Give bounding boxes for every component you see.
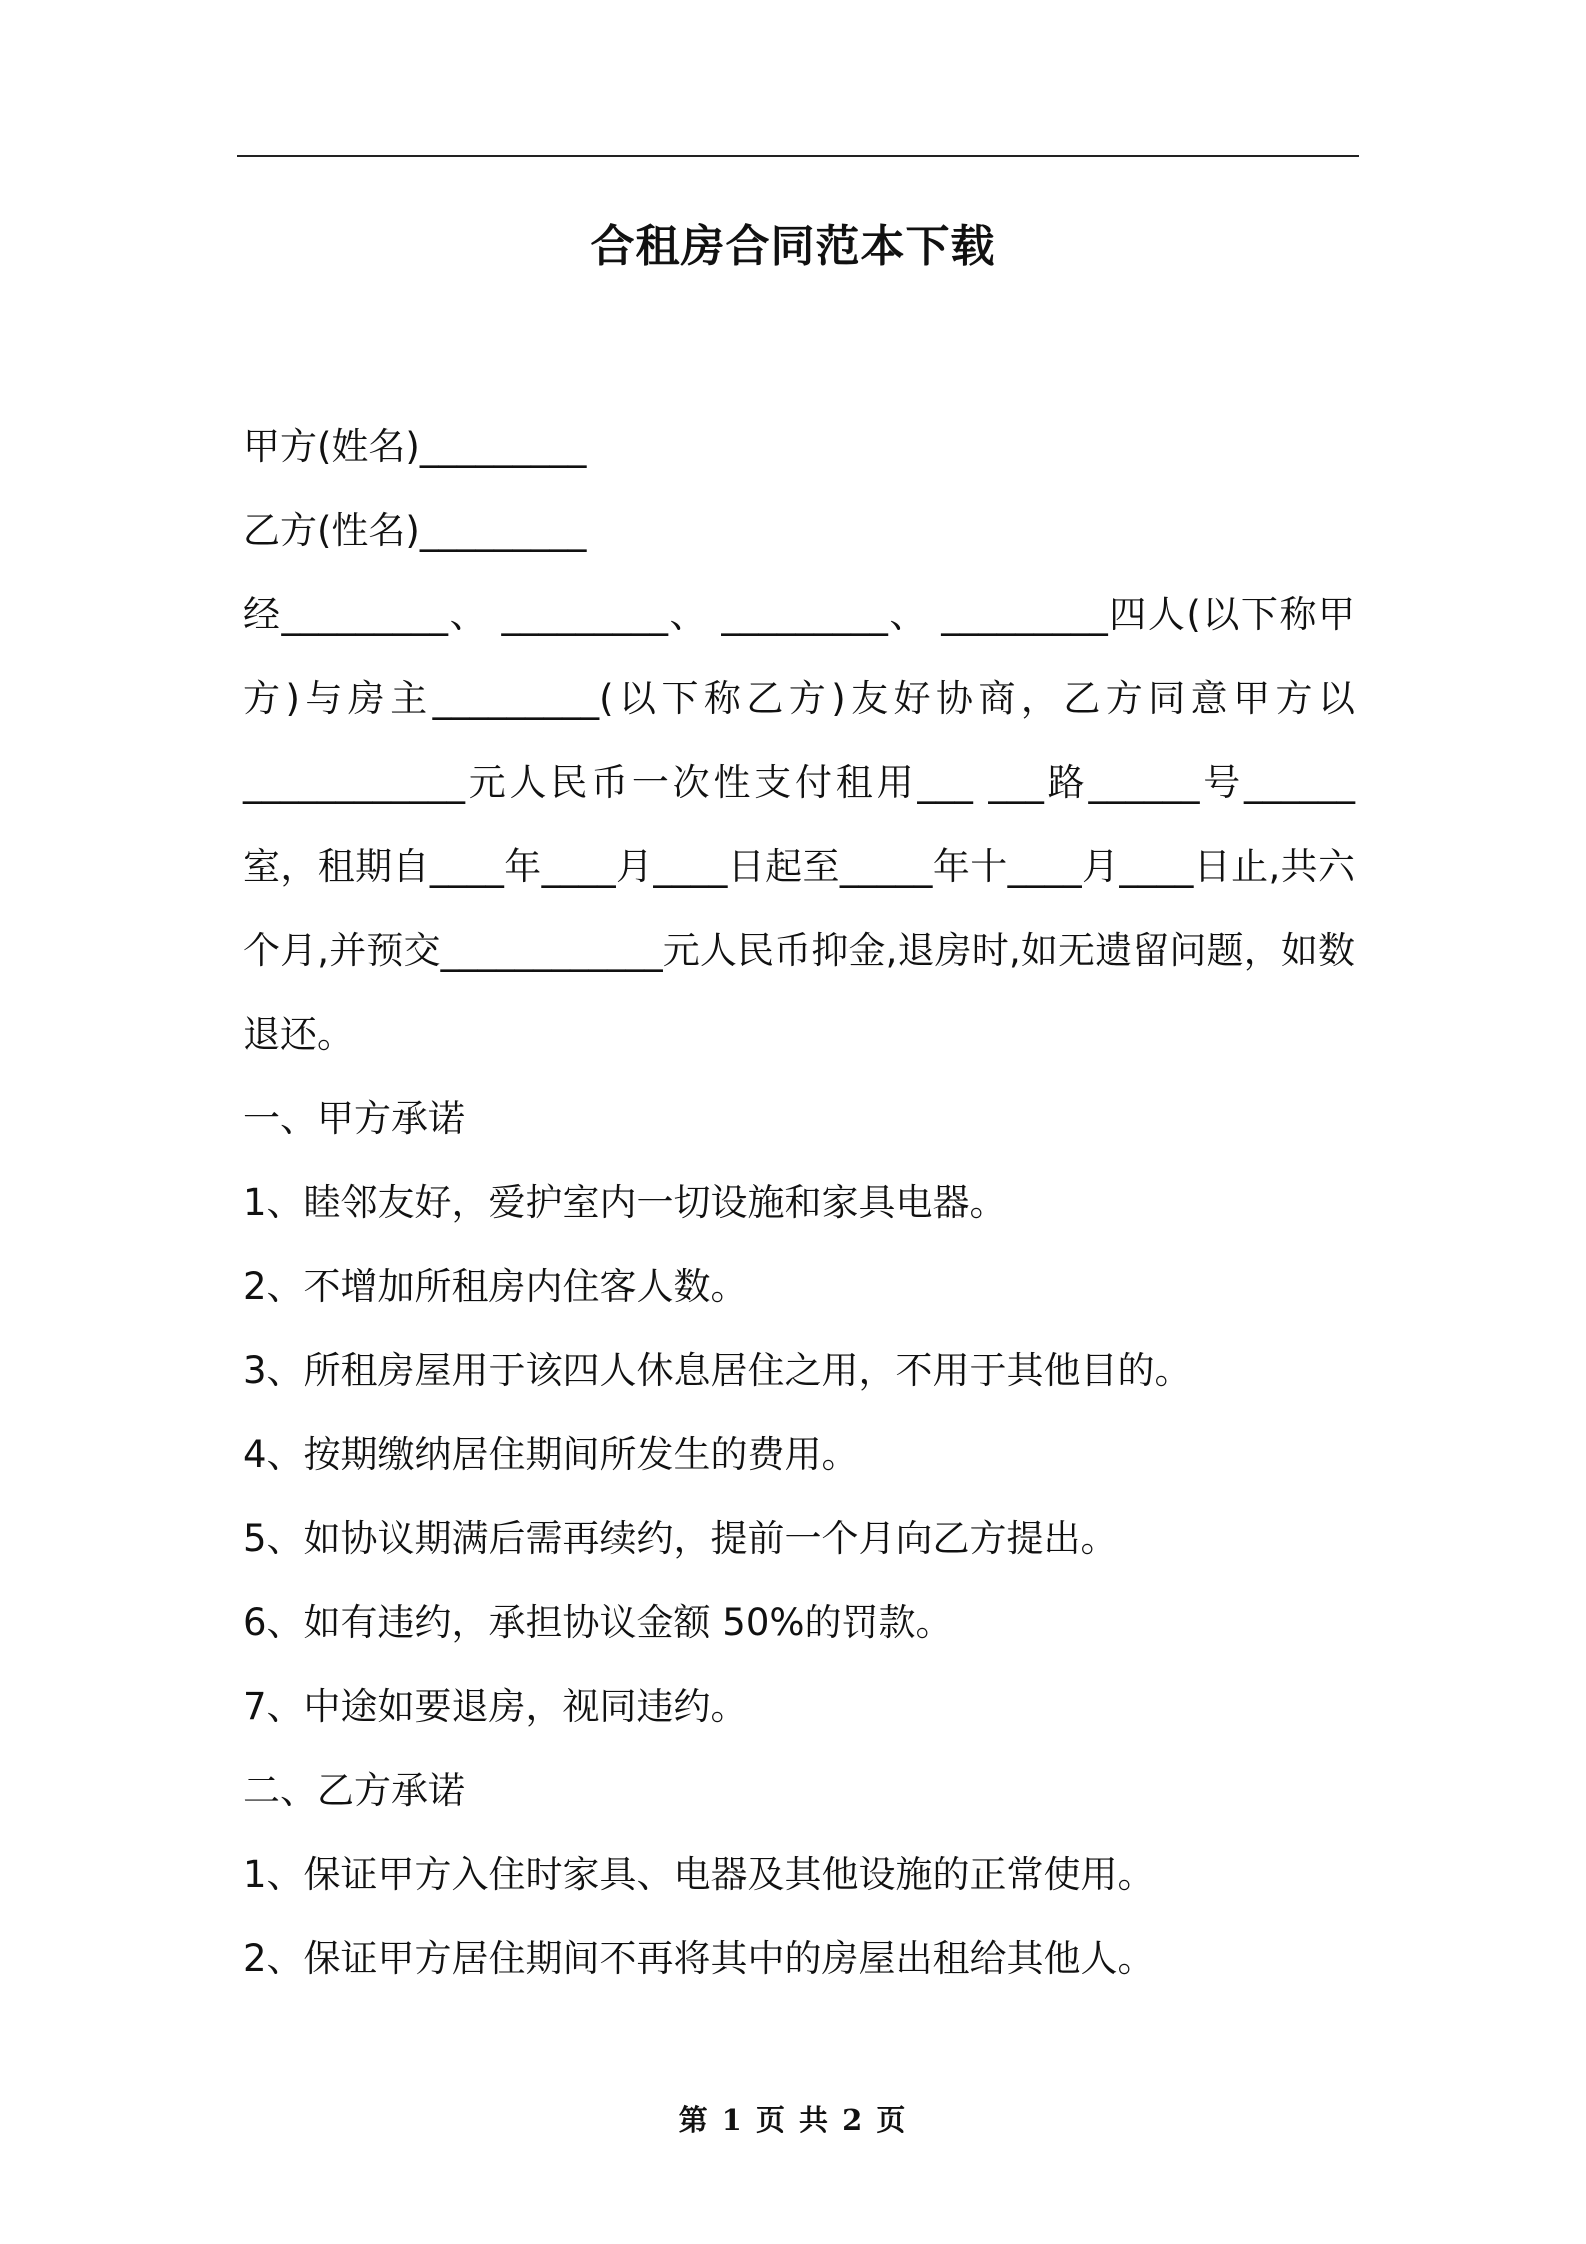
section-b-heading: 二、乙方承诺	[243, 1769, 465, 1812]
section-a-item: 5、如协议期满后需再续约，提前一个月向乙方提出。	[243, 1517, 1118, 1560]
page-number: 第 1 页 共 2 页	[678, 2103, 908, 2137]
section-a-item: 3、所租房屋用于该四人休息居住之用，不用于其他目的。	[243, 1349, 1192, 1392]
section-a-item: 6、如有违约，承担协议金额 50%的罚款。	[243, 1601, 953, 1644]
header-divider	[237, 155, 1359, 157]
intro-paragraph: 经_________、 _________、 _________、 _________四人(以下称甲方)与房主_________(以下称乙方)友好协商，乙方同意甲方以____________元人民币一次性支付租用___ ___路______号______室，租期自____年____月____日起至_____年十____月____日止,共六个月,并预交____________元人民币抑金,退房时,如无遗留问题，如数退还。	[243, 593, 1355, 1056]
section-a-item: 7、中途如要退房，视同违约。	[243, 1685, 748, 1728]
section-a-heading: 一、甲方承诺	[243, 1097, 465, 1140]
party-b-line: 乙方(性名)_________	[243, 509, 587, 552]
section-b-item: 2、保证甲方居住期间不再将其中的房屋出租给其他人。	[243, 1937, 1155, 1980]
section-a-item: 1、睦邻友好，爱护室内一切设施和家具电器。	[243, 1181, 1007, 1224]
section-b-item: 1、保证甲方入住时家具、电器及其他设施的正常使用。	[243, 1853, 1155, 1896]
document-title: 合租房合同范本下载	[590, 221, 996, 272]
section-a-item: 2、不增加所租房内住客人数。	[243, 1265, 748, 1308]
party-a-line: 甲方(姓名)_________	[243, 425, 587, 468]
document-body	[243, 405, 1355, 2001]
section-a-item: 4、按期缴纳居住期间所发生的费用。	[243, 1433, 859, 1476]
